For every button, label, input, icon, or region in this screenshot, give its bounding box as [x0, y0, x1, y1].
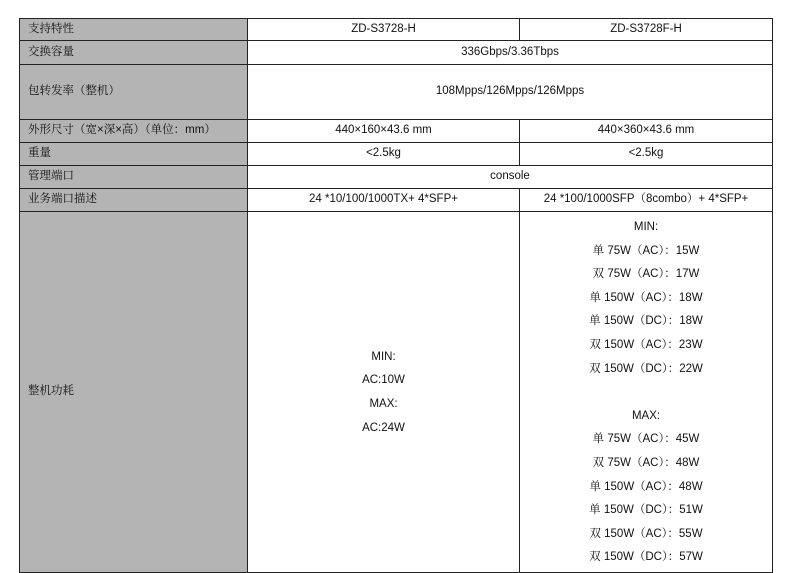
capacity-row [20, 41, 773, 65]
power-b-spacer [520, 381, 772, 405]
model-a-header: ZD-S3728-H [248, 19, 520, 41]
dimensions-a: 440×160×43.6 mm [248, 120, 520, 143]
service-ports-b: 24 *100/1000SFP（8combo）+ 4*SFP+ [520, 189, 773, 212]
power-b-line: 单 75W（AC）：15W [592, 244, 700, 257]
forwarding-label: 包转发率（整机） [20, 65, 248, 120]
service-ports-row [20, 189, 773, 212]
power-row [20, 212, 773, 573]
power-b-line: 单 150W（AC）：18W [589, 291, 703, 304]
power-b-line: MIN: [633, 221, 659, 233]
weight-b: <2.5kg [520, 143, 773, 166]
dimensions-row [20, 120, 773, 143]
mgmt-port-value: console [248, 166, 773, 189]
forwarding-value: 108Mpps/126Mpps/126Mpps [248, 65, 773, 120]
capacity-value: 336Gbps/3.36Tbps [248, 41, 773, 65]
power-a-line: MIN: [371, 350, 396, 363]
power-b-line: 双 75W（AC）：48W [592, 456, 700, 469]
power-b [520, 212, 773, 573]
power-b-line: 双 150W（AC）：23W [589, 338, 703, 351]
power-b-line: 单 150W（DC）：51W [589, 504, 703, 517]
spec-table [19, 18, 773, 573]
power-b-line: 单 150W（AC）：48W [589, 480, 703, 493]
mgmt-port-label: 管理端口 [20, 166, 248, 189]
power-b-line: 双 150W（AC）：55W [589, 527, 703, 540]
mgmt-port-row [20, 166, 773, 189]
power-b-line: 双 75W（AC）：17W [592, 268, 700, 281]
forwarding-row [20, 65, 773, 120]
power-b-line: 双 150W（DC）：57W [589, 551, 703, 564]
weight-label: 重量 [20, 143, 248, 166]
power-b-line: 单 150W（DC）：18W [589, 315, 703, 328]
model-b-header: ZD-S3728F-H [520, 19, 773, 41]
power-a-line: MAX: [369, 397, 398, 410]
power-b-line: MAX: [631, 409, 661, 422]
power-a-line: AC:10W [362, 374, 405, 387]
header-label: 支持特性 [20, 19, 248, 41]
power-a-line: AC:24W [362, 421, 405, 434]
weight-a: <2.5kg [248, 143, 520, 166]
power-b-line: 双 150W（DC）：22W [589, 362, 703, 375]
service-ports-a: 24 *10/100/1000TX+ 4*SFP+ [248, 189, 520, 212]
service-ports-label: 业务端口描述 [20, 189, 248, 212]
capacity-label: 交换容量 [20, 41, 248, 65]
power-b-line: 单 75W（AC）：45W [592, 433, 700, 446]
power-a [248, 212, 520, 573]
header-row [20, 19, 773, 41]
dimensions-label: 外形尺寸（宽×深×高）（单位：mm） [20, 120, 248, 143]
dimensions-b: 440×360×43.6 mm [520, 120, 773, 143]
weight-row [20, 143, 773, 166]
power-label: 整机功耗 [20, 212, 248, 573]
